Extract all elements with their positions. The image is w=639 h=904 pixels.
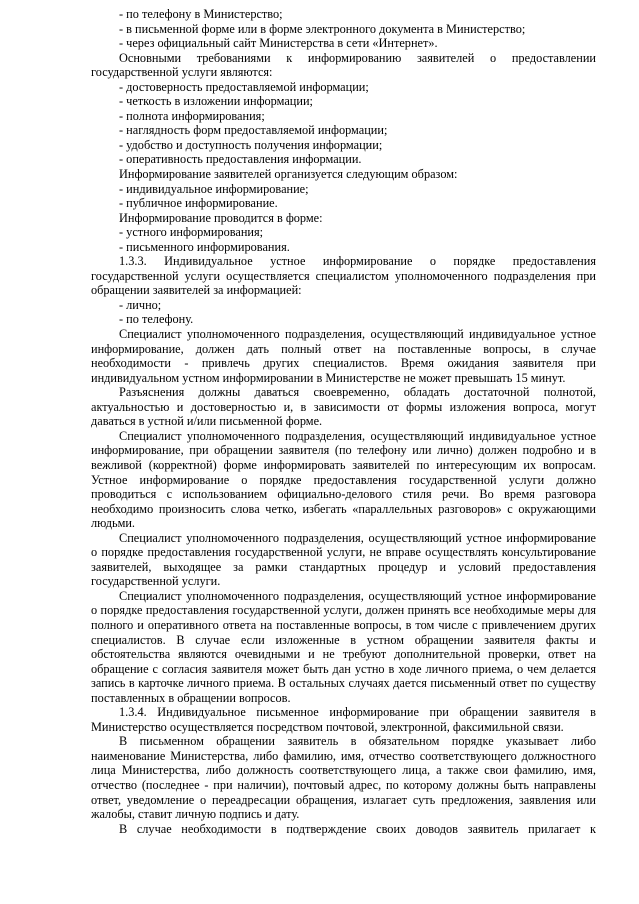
list-item-oral: - устного информирования; [119,225,264,240]
list-item-by-phone: - по телефону. [119,312,194,327]
list-item-written-form: - письменного информирования. [119,239,290,254]
list-item-written: - в письменной форме или в форме электронного документа в Министерство; [119,21,526,36]
paragraph-form: Информирование проводится в форме: [119,210,323,225]
paragraph-attachments: В случае необходимости в подтверждение своих доводов заявитель прилагает к [119,821,596,836]
paragraph-requirements-intro: Основными требованиями к информированию заявителей о предоставлении государственной услуги являются: [91,50,596,80]
paragraph-specialist-answer: Специалист уполномоченного подразделения, осуществляющий индивидуальное устное информирование, должен дать полный ответ на поставленные вопросы, в случае необходимости - привлечь других специалистов. Время ожидания заявителя при индивидуальном устном информировании в Министерстве не может превышать 15 минут. [91,327,596,385]
list-item-public: - публичное информирование. [119,196,278,211]
paragraph-specialist-limits: Специалист уполномоченного подразделения, осуществляющий устное информирование о порядке предоставления государственной услуги, не вправе осуществлять консультирование заявителей, выходящее за рамки стандартных процедур и условий предоставления государственной услуги. [91,530,596,589]
list-item-reliability: - достоверность предоставляемой информации; [119,79,369,94]
list-item-website: - через официальный сайт Министерства в сети «Интернет». [119,36,438,51]
list-item-convenience: - удобство и доступность получения информации; [119,137,383,152]
paragraph-organization: Информирование заявителей организуется следующим образом: [119,167,458,182]
list-item-clarity: - четкость в изложении информации; [119,94,313,109]
paragraph-explanations: Разъяснения должны даваться своевременно, обладать достаточной полнотой, актуальностью и достоверностью и, в зависимости от формы изложения вопроса, могут даваться в устной и/или письменной форме. [91,385,596,429]
paragraph-written-appeal: В письменном обращении заявитель в обязательном порядке указывает либо наименование Министерства, либо фамилию, имя, отчество соответствующего должностного лица Министерства, либо должность соответствующего лица, а также свои фамилию, имя, отчество (последнее - при наличии), почтовый адрес, по которому должны быть направлены ответ, уведомление о переадресации обращения, излагает суть предложения, заявления или жалобы, ставит личную подпись и дату. [91,734,596,822]
paragraph-specialist-polite: Специалист уполномоченного подразделения, осуществляющий индивидуальное устное информирование, при обращении заявителя (по телефону или лично) должен подробно и в вежливой (корректной) форме информировать заявителей по интересующим их вопросам. Устное информирование о порядке предоставления государственной услуги должно проводиться с использованием официально-делового стиля речи. Во время разговора необходимо произносить слова четко, избегать «параллельных разговоров» с окружающими людьми. [91,428,596,531]
list-item-completeness: - полнота информирования; [119,108,265,123]
section-1-3-4: 1.3.4. Индивидуальное письменное информирование при обращении заявителя в Министерство осуществляется посредством почтовой, электронной, факсимильной связи. [91,705,596,734]
section-1-3-3: 1.3.3. Индивидуальное устное информирование о порядке предоставления государственной услуги осуществляется специалистом уполномоченного подразделения при обращении заявителей за информацией: [91,254,596,298]
paragraph-specialist-measures: Специалист уполномоченного подразделения, осуществляющий устное информирование о порядке предоставления государственной услуги, должен принять все необходимые меры для полного и оперативного ответа на поставленные вопросы, в том числе с привлечением других специалистов. В случае если изложенные в устном обращении заявителя факты и обстоятельства являются очевидными и не требуют дополнительной проверки, ответ на обращение с согласия заявителя может быть дан устно в ходе личного приема, о чем делается запись в карточке личного приема. В остальных случаях дается письменный ответ по существу поставленных в обращении вопросов. [91,588,596,705]
document-body [91,7,596,836]
list-item-visibility: - наглядность форм предоставляемой информации; [119,123,388,138]
list-item-individual: - индивидуальное информирование; [119,181,309,196]
list-item-phone: - по телефону в Министерство; [119,7,283,21]
list-item-in-person: - лично; [119,297,162,312]
list-item-promptness: - оперативность предоставления информации. [119,152,362,167]
